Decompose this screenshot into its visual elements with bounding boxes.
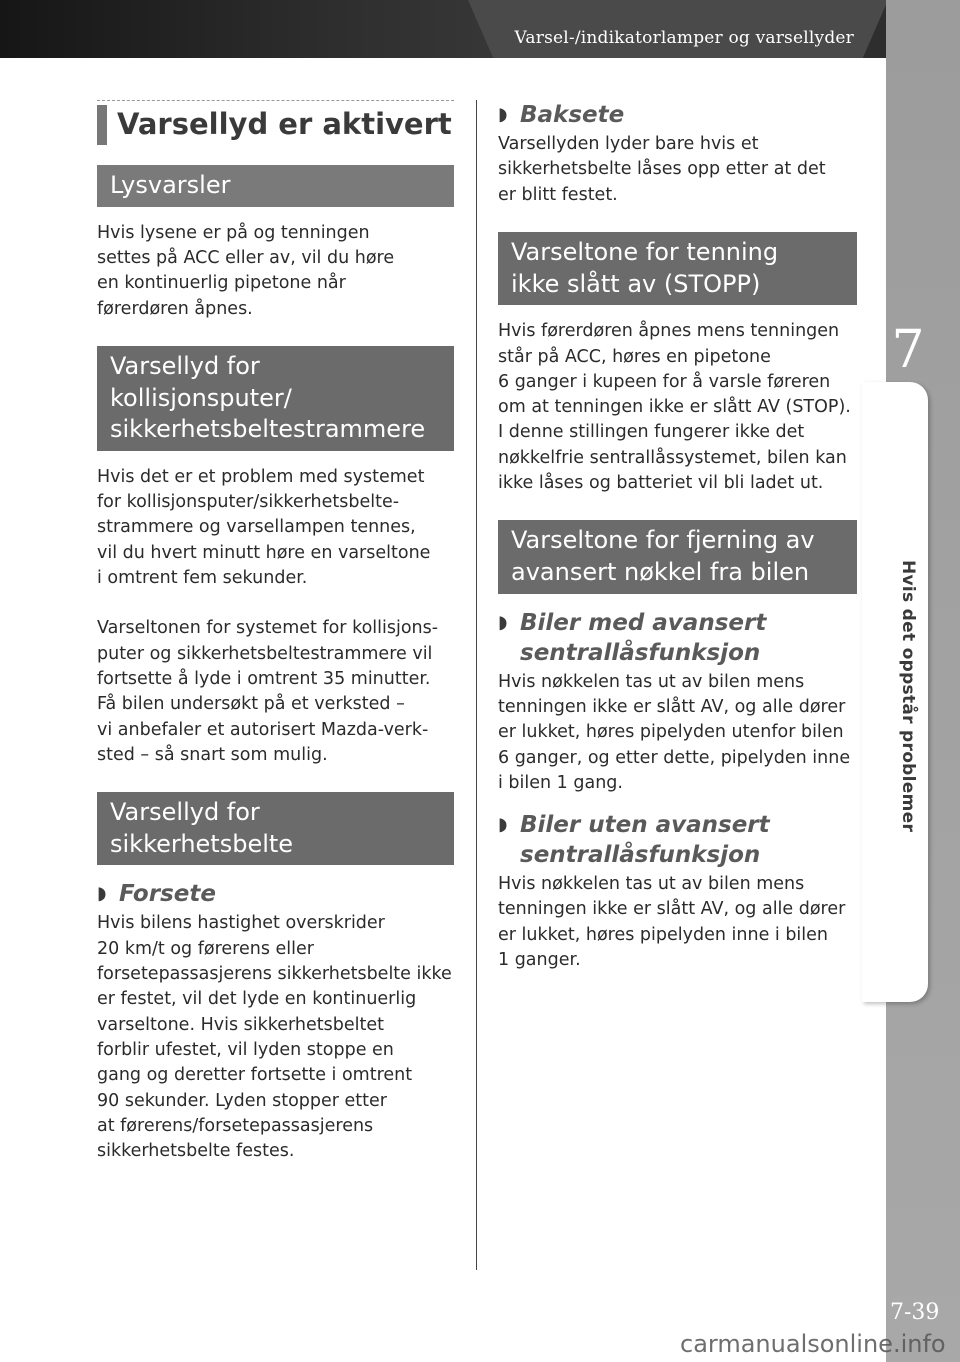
subheading-forsete — [97, 879, 454, 909]
section-heading-lysvarsler: Lysvarsler — [97, 165, 454, 207]
subheading-text: Biler med avansert sentrallåsfunksjon — [520, 609, 767, 666]
subheading-text: Biler uten avansert sentrallåsfunksjon — [520, 812, 770, 869]
paragraph: Hvis det er et problem med systemet for kollisjonsputer/sikkerhetsbelte- strammere og varsellampen tennes, vil du hvert minutt høre en varseltone i omtrent fem sekunder. — [97, 466, 431, 589]
paragraph: Hvis lysene er på og tenningen settes på ACC eller av, vil du høre en kontinuerlig pipetone når førerdøren åpnes. — [97, 222, 395, 319]
header-title: Varsel-/indikatorlamper og varsellyder — [514, 28, 854, 48]
section-heading-sikkerhetsbelte: Varsellyd for sikkerhetsbelte — [97, 792, 454, 865]
section-heading-nokkel: Varseltone for fjerning av avansert nøkkel fra bilen — [498, 520, 857, 593]
column-divider — [476, 100, 477, 1270]
chapter-label: Hvis det oppstår problemer — [898, 560, 918, 833]
half-circle-bullet-icon: ◗ — [498, 104, 508, 125]
page-number: 7-39 — [890, 1300, 940, 1325]
half-circle-bullet-icon: ◗ — [97, 883, 107, 905]
section-body-med-avansert — [498, 670, 857, 796]
section-body-stopp — [498, 319, 857, 496]
main-title: Varsellyd er aktivert — [97, 100, 454, 151]
section-body-lysvarsler — [97, 221, 454, 322]
paragraph: Varsellyden lyder bare hvis et sikkerhetsbelte låses opp etter at det er blitt festet. — [498, 134, 826, 205]
paragraph: Hvis bilens hastighet overskrider 20 km/t og førerens eller forsetepassasjerens sikkerhetsbelte ikke er festet, vil det lyde en kontinuerlig varseltone. Hvis sikkerhetsbeltet forblir ufestet, vil lyden stoppe en gang og deretter fortsette i omtrent 90 sekunder. Lyden stopper etter at førerens/forsetepassasjerens sikkerhetsbelte festes. — [97, 913, 452, 1162]
subheading-text: Baksete — [520, 102, 625, 128]
subheading-text: Forsete — [119, 881, 216, 908]
right-column — [498, 100, 857, 997]
section-body-baksete — [498, 132, 857, 208]
chapter-number: 7 — [891, 320, 925, 380]
subheading-uten-avansert — [498, 810, 857, 870]
section-heading-kollisjonsputer: Varsellyd for kollisjonsputer/ sikkerhetsbeltestrammere — [97, 346, 454, 451]
subheading-baksete — [498, 100, 857, 130]
paragraph: Hvis førerdøren åpnes mens tenningen står på ACC, høres en pipetone 6 ganger i kupeen for å varsle føreren om at tenningen ikke er slått AV (STOP). I denne stillingen fungerer ikke det nøkkelfrie sentrallåssystemet, bilen kan ikke låses og batteriet vil bli ladet ut. — [498, 321, 851, 494]
half-circle-bullet-icon: ◗ — [498, 814, 508, 836]
section-body-uten-avansert — [498, 872, 857, 973]
section-heading-stopp: Varseltone for tenning ikke slått av (STOPP) — [498, 232, 857, 305]
subheading-med-avansert — [498, 608, 857, 668]
paragraph: Hvis nøkkelen tas ut av bilen mens tenningen ikke er slått AV, og alle dører er lukket, høres pipelyden inne i bilen 1 ganger. — [498, 874, 846, 971]
section-body-sikkerhetsbelte — [97, 911, 454, 1164]
watermark: carmanualsonline.info — [680, 1330, 946, 1358]
paragraph: Varseltonen for systemet for kollisjons- puter og sikkerhetsbeltestrammere vil fortsette å lyde i omtrent 35 minutter. Få bilen undersøkt på et verksted – vi anbefaler et autorisert Mazda-verk- sted – så snart som mulig. — [97, 618, 439, 765]
left-column — [97, 100, 454, 1188]
section-body-kollisjonsputer — [97, 465, 454, 768]
half-circle-bullet-icon: ◗ — [498, 611, 508, 633]
paragraph: Hvis nøkkelen tas ut av bilen mens tenningen ikke er slått AV, og alle dører er lukket, høres pipelyden utenfor bilen 6 ganger, og etter dette, pipelyden inne i bilen 1 gang. — [498, 671, 851, 793]
